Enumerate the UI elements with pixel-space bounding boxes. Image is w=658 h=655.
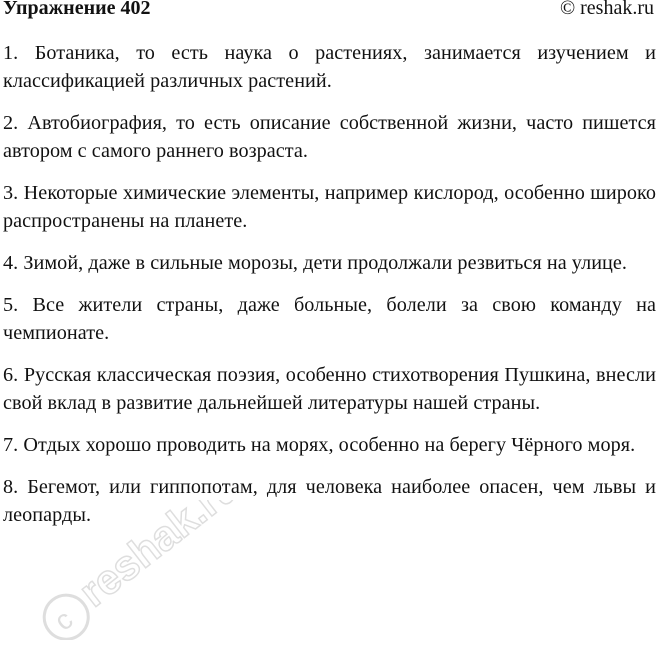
copyright-c-icon: c bbox=[48, 603, 79, 637]
copyright-circle-icon bbox=[35, 586, 97, 640]
sentence-5: 5. Все жители страны, даже больные, болели за свою команду на чемпионате. bbox=[3, 294, 656, 344]
sentence-8: 8. Бегемот, или гиппопотам, для человека наиболее опасен, чем львы и леопарды. bbox=[3, 476, 656, 526]
page-header bbox=[3, 0, 654, 20]
sentence-1: 1. Ботаника, то есть наука о растениях, занимается изучением и классификацией различных растений. bbox=[3, 42, 656, 92]
sentence-7: 7. Отдых хорошо проводить на морях, особенно на берегу Чёрного моря. bbox=[3, 434, 636, 456]
exercise-title: Упражнение 402 bbox=[3, 0, 151, 19]
sentence-6: 6. Русская классическая поэзия, особенно стихотворения Пушкина, внесли свой вклад в развитие дальнейшей литературы нашей страны. bbox=[3, 364, 656, 414]
sentence-2: 2. Автобиография, то есть описание собственной жизни, часто пишется автором с самого раннего возраста. bbox=[3, 112, 656, 162]
watermark-text: reshak.ru bbox=[70, 500, 249, 616]
site-credit: © reshak.ru bbox=[559, 0, 654, 19]
exercise-content bbox=[3, 39, 656, 543]
sentence-3: 3. Некоторые химические элементы, например кислород, особенно широко распространены на планете. bbox=[3, 182, 656, 232]
sentence-4: 4. Зимой, даже в сильные морозы, дети продолжали резвиться на улице. bbox=[3, 252, 628, 274]
